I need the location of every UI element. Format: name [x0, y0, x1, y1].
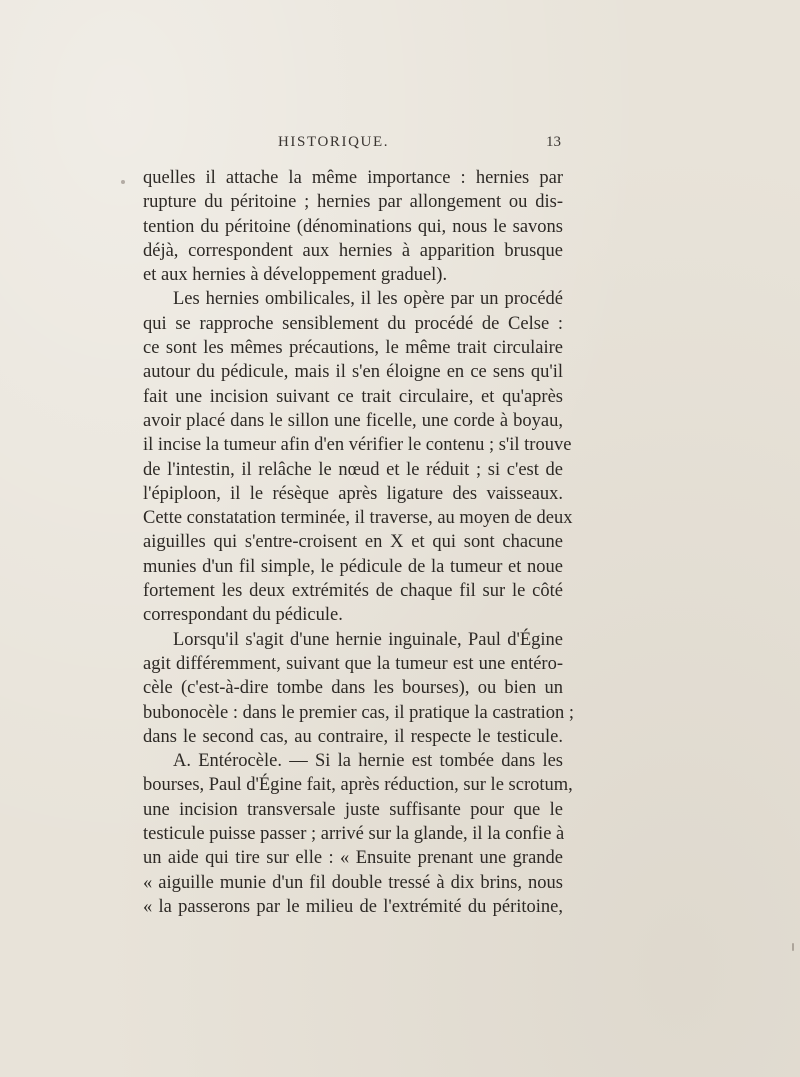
text-line: déjà, correspondent aux hernies à apparition brusque — [143, 240, 563, 261]
text-line: cèle (c'est-à-dire tombe dans les bourses), ou bien un — [143, 678, 563, 699]
text-line: avoir placé dans le sillon une ficelle, une corde à boyau, — [143, 410, 563, 431]
text-line: rupture du péritoine ; hernies par allongement ou dis- — [143, 192, 563, 213]
text-line: ce sont les mêmes précautions, le même trait circulaire — [143, 338, 563, 359]
text-line: de l'intestin, il relâche le nœud et le réduit ; si c'est de — [143, 459, 563, 480]
text-line: agit différemment, suivant que la tumeur est une entéro- — [143, 653, 563, 674]
text-line: Les hernies ombilicales, il les opère par un procédé — [173, 289, 563, 310]
paper-speck — [121, 180, 125, 184]
text-line: Cette constatation terminée, il traverse, au moyen de deux — [143, 508, 573, 529]
text-line: et aux hernies à développement graduel). — [143, 265, 448, 286]
text-line: tention du péritoine (dénominations qui, nous le savons — [143, 216, 563, 237]
text-line: bourses, Paul d'Égine fait, après réduction, sur le scrotum, — [143, 775, 573, 796]
text-line: Lorsqu'il s'agit d'une hernie inguinale, Paul d'Égine — [173, 629, 563, 650]
text-line: quelles il attache la même importance : hernies par — [143, 168, 563, 188]
running-title: HISTORIQUE. — [278, 134, 390, 150]
paper-speck — [792, 943, 794, 951]
text-line: il incise la tumeur afin d'en vérifier le contenu ; s'il trouve — [143, 435, 572, 456]
text-line: « aiguille munie d'un fil double tressé à dix brins, nous — [143, 872, 563, 893]
text-line: aiguilles qui s'entre-croisent en X et qui sont chacune — [143, 532, 563, 553]
text-line: l'épiploon, il le résèque après ligature des vaisseaux. — [143, 483, 563, 504]
page-number: 13 — [546, 134, 561, 150]
running-head — [0, 134, 800, 154]
text-line: un aide qui tire sur elle : « Ensuite prenant une grande — [143, 848, 563, 869]
text-line: fortement les deux extrémités de chaque fil sur le côté — [143, 581, 563, 602]
text-line: munies d'un fil simple, le pédicule de la tumeur et noue — [143, 556, 563, 577]
text-line: « la passerons par le milieu de l'extrémité du péritoine, — [143, 896, 563, 917]
text-line: fait une incision suivant ce trait circulaire, et qu'après — [143, 386, 563, 407]
text-line: qui se rapproche sensiblement du procédé de Celse : — [143, 313, 563, 334]
text-line: testicule puisse passer ; arrivé sur la glande, il la confie à — [143, 824, 565, 845]
text-line: bubonocèle : dans le premier cas, il pratique la castration ; — [143, 702, 574, 723]
text-line: correspondant du pédicule. — [143, 605, 343, 626]
text-line: autour du pédicule, mais il s'en éloigne en ce sens qu'il — [143, 362, 563, 383]
text-line: A. Entérocèle. — Si la hernie est tombée dans les — [173, 751, 563, 772]
body-text — [143, 166, 574, 919]
text-line: dans le second cas, au contraire, il respecte le testicule. — [143, 726, 563, 747]
text-line: une incision transversale juste suffisante pour que le — [143, 799, 563, 820]
